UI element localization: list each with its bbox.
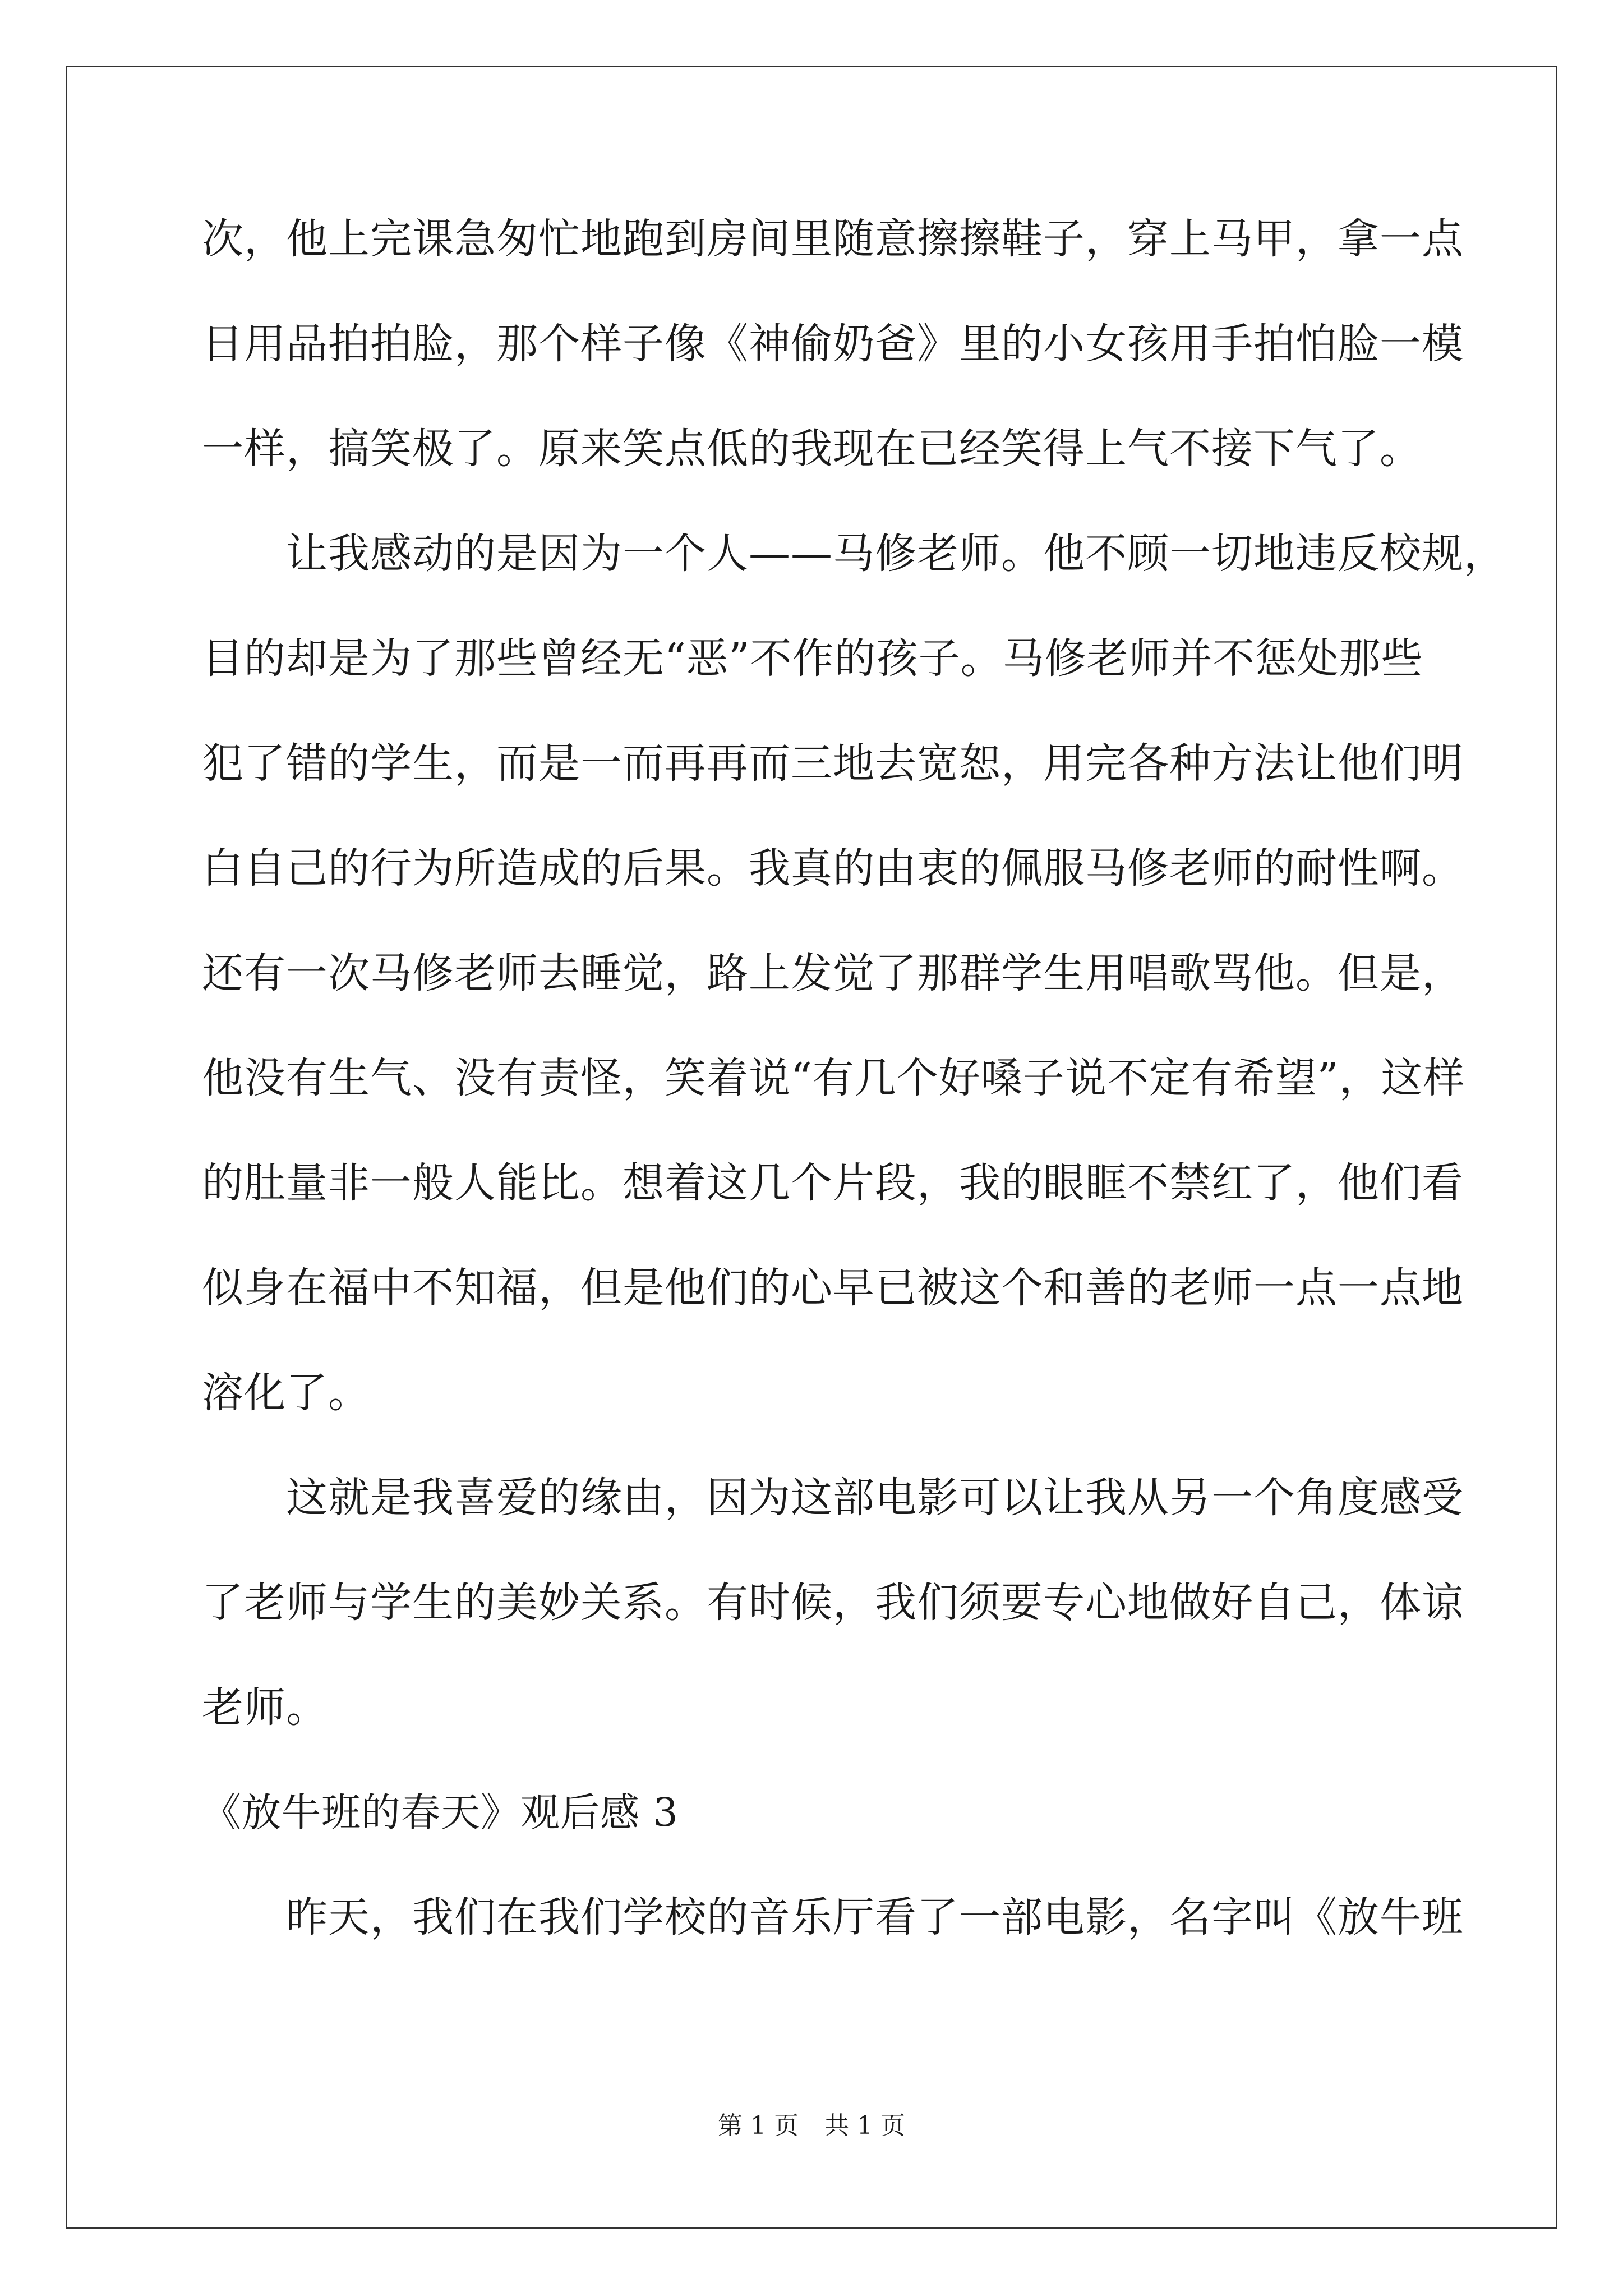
text-line: 白自己的行为所造成的后果。我真的由衷的佩服马修老师的耐性啊。 bbox=[202, 844, 1464, 892]
page-number: 第 1 页 bbox=[718, 2111, 799, 2140]
text-line: 还有一次马修老师去睡觉，路上发觉了那群学生用唱歌骂他。但是， bbox=[202, 949, 1464, 997]
text-line: 让我感动的是因为一个人——马修老师。他不顾一切地违反校规， bbox=[286, 530, 1506, 578]
text-line: 目的却是为了那些曾经无“恶”不作的孩子。马修老师并不惩处那些 bbox=[202, 634, 1423, 683]
text-line: 这就是我喜爱的缘由，因为这部电影可以让我从另一个角度感受 bbox=[286, 1474, 1464, 1522]
text-line: 溶化了。 bbox=[202, 1369, 370, 1417]
text-line: 他没有生气、没有责怪，笑着说“有几个好嗓子说不定有希望”，这样 bbox=[202, 1054, 1465, 1102]
text-line: 的肚量非一般人能比。想着这几个片段，我的眼眶不禁红了，他们看 bbox=[202, 1159, 1464, 1207]
page-total: 共 1 页 bbox=[824, 2111, 905, 2140]
text-line: 犯了错的学生，而是一而再再而三地去宽恕，用完各种方法让他们明 bbox=[202, 739, 1464, 788]
text-line: 了老师与学生的美妙关系。有时候，我们须要专心地做好自己，体谅 bbox=[202, 1579, 1464, 1627]
section-heading: 《放牛班的春天》观后感 3 bbox=[202, 1789, 679, 1835]
text-line: 昨天，我们在我们学校的音乐厅看了一部电影，名字叫《放牛班 bbox=[286, 1893, 1464, 1941]
text-line: 一样，搞笑极了。原来笑点低的我现在已经笑得上气不接下气了。 bbox=[202, 425, 1422, 473]
text-line: 次，他上完课急匆忙地跑到房间里随意擦擦鞋子，穿上马甲，拿一点 bbox=[202, 215, 1464, 263]
text-line: 似身在福中不知福，但是他们的心早已被这个和善的老师一点一点地 bbox=[202, 1264, 1464, 1312]
page-footer bbox=[0, 2109, 1623, 2143]
text-line: 日用品拍拍脸，那个样子像《神偷奶爸》里的小女孩用手拍怕脸一模 bbox=[202, 320, 1464, 368]
document-body bbox=[202, 213, 1506, 1996]
text-line: 老师。 bbox=[202, 1683, 328, 1732]
